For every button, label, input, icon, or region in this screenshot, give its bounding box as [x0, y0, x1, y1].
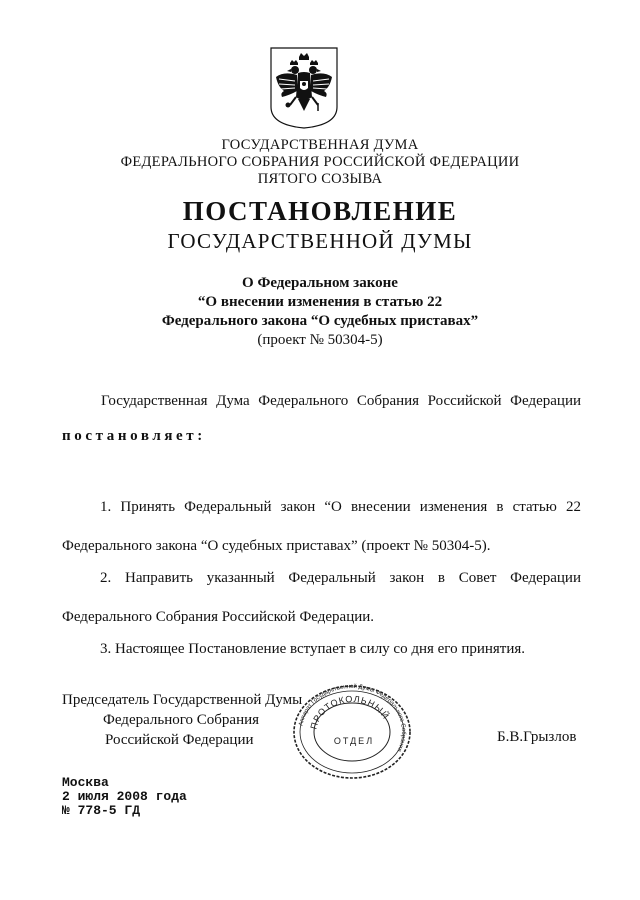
stamp-center-text: ОТДЕЛ	[333, 736, 375, 746]
item-3-line-1: 3. Настоящее Постановление вступает в силу со дня его принятия.	[100, 641, 526, 657]
issuer-header	[0, 137, 640, 188]
footer-city: Москва	[62, 775, 109, 790]
round-stamp-icon	[288, 682, 416, 780]
protocol-department-stamp	[288, 682, 416, 780]
resolution-item	[62, 639, 581, 659]
stamp-middle-text: ПРОТОКОЛЬНЫЙ	[308, 693, 392, 731]
item-2-line-2: Федерального Собрания Российской Федерации.	[62, 609, 375, 625]
footer-number: № 778-5 ГД	[62, 803, 141, 818]
resolution-item	[62, 497, 581, 556]
signer-title-line-2: Федерального Собрания	[103, 712, 260, 728]
project-number: (проект № 50304-5)	[257, 332, 383, 348]
subject-line-3: Федерального закона “О судебных приставах”	[161, 313, 479, 329]
document-footer	[62, 776, 187, 818]
resolution-item	[62, 568, 581, 627]
document-type-heading: ПОСТАНОВЛЕНИЕ	[182, 196, 458, 226]
item-2-line-1: 2. Направить указанный Федеральный закон в Совет Федерации	[100, 570, 581, 586]
footer-date: 2 июля 2008 года	[62, 789, 187, 804]
resolves-word: постановляет:	[62, 428, 206, 444]
signer-title-line-1: Председатель Государственной Думы	[62, 692, 303, 708]
header-line-1: ГОСУДАРСТВЕННАЯ ДУМА	[221, 137, 419, 153]
subject-line-2: “О внесении изменения в статью 22	[197, 294, 443, 310]
header-line-3: ПЯТОГО СОЗЫВА	[257, 171, 383, 187]
header-line-2: ФЕДЕРАЛЬНОГО СОБРАНИЯ РОССИЙСКОЙ ФЕДЕРАЦИИ	[120, 154, 520, 170]
signer-title-line-3: Российской Федерации	[105, 732, 254, 748]
signer-title	[62, 690, 302, 750]
double-headed-eagle-icon	[270, 47, 338, 129]
item-1-line-2: Федерального закона “О судебных приставах” (проект № 50304-5).	[62, 538, 491, 554]
resolution-subject	[0, 274, 640, 350]
coat-of-arms-emblem	[270, 47, 338, 129]
preamble-text: Государственная Дума Федерального Собрания Российской Федерации	[101, 393, 581, 409]
signer-name: Б.В.Грызлов	[497, 729, 577, 745]
item-1-line-1: 1. Принять Федеральный закон “О внесении изменения в статью 22	[100, 499, 581, 515]
subject-line-1: О Федеральном законе	[242, 275, 398, 291]
stamp-outer-text: Аппарат Государственной Думы Федерального Собрания	[298, 683, 407, 753]
document-issuer-heading: ГОСУДАРСТВЕННОЙ ДУМЫ	[167, 229, 473, 253]
